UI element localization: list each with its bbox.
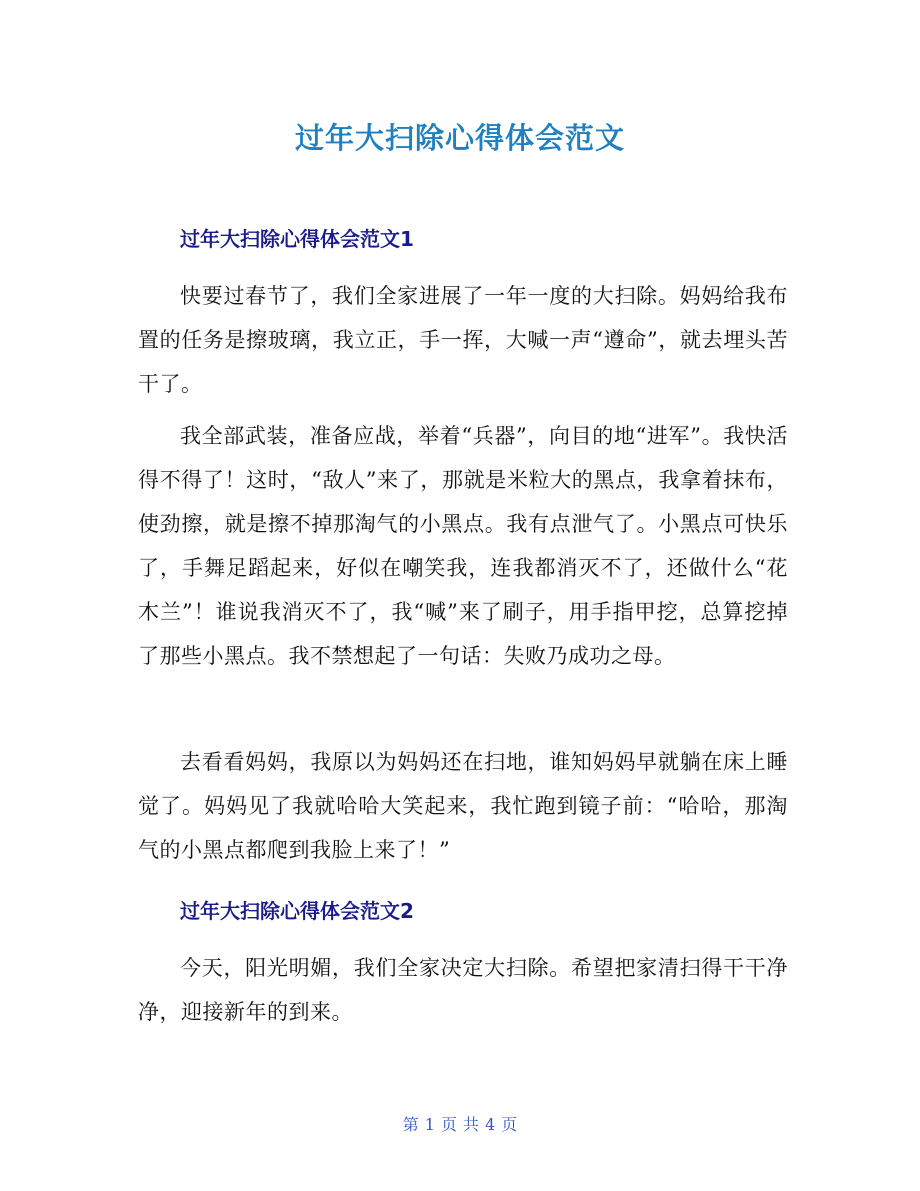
section-2-paragraph-1: 今天，阳光明媚，我们全家决定大扫除。希望把家清扫得干干净净，迎接新年的到来。 (138, 956, 788, 1024)
footer-current-page: 1 (424, 1115, 435, 1134)
section-1-paragraph-3: 去看看妈妈，我原以为妈妈还在扫地，谁知妈妈早就躺在床上睡觉了。妈妈见了我就哈哈大笑起来，我忙跑到镜子前：“哈哈，那淘气的小黑点都爬到我脸上来了！” (138, 750, 788, 862)
footer-page-label: 第 (402, 1115, 419, 1134)
section-heading-2: 过年大扫除心得体会范文2 (180, 899, 414, 923)
page-number-footer (0, 1113, 920, 1137)
footer-page-unit: 页 (440, 1115, 457, 1134)
footer-total-label: 共 (463, 1115, 480, 1134)
section-1-paragraph-2: 我全部武装，准备应战，举着“兵器”，向目的地“进军”。我快活得不得了！这时，“敌人”来了，那就是米粒大的黑点，我拿着抹布，使劲擦，就是擦不掉那淘气的小黑点。我有点泄气了。小黑点可快乐了，手舞足蹈起来，好似在嘲笑我，连我都消灭不了，还做什么“花木兰”！谁说我消灭不了，我“喊”来了刷子，用手指甲挖，总算挖掉了那些小黑点。我不禁想起了一句话：失败乃成功之母。 (138, 424, 788, 668)
footer-total-unit: 页 (501, 1115, 518, 1134)
section-heading-1: 过年大扫除心得体会范文1 (180, 227, 414, 251)
footer-total-pages: 4 (485, 1115, 496, 1134)
section-1-paragraph-1: 快要过春节了，我们全家进展了一年一度的大扫除。妈妈给我布置的任务是擦玻璃，我立正，手一挥，大喊一声“遵命”，就去埋头苦干了。 (138, 284, 788, 396)
document-title: 过年大扫除心得体会范文 (294, 121, 625, 155)
